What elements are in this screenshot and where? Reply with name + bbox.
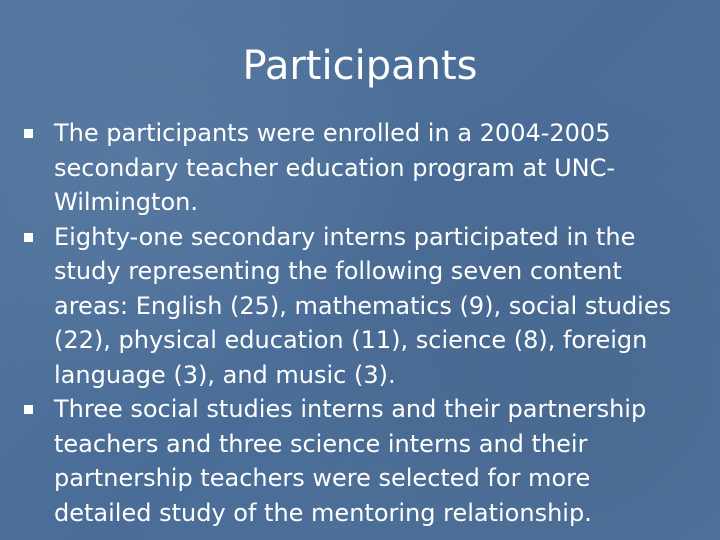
list-item <box>24 392 684 530</box>
bullet-text: The participants were enrolled in a 2004-2005 secondary teacher education program at UNC-Wilmington. <box>54 119 616 216</box>
bullet-text: Three social studies interns and their partnership teachers and three science interns and their partnership teachers were selected for more detailed study of the mentoring relationship. <box>54 395 647 527</box>
square-bullet-icon <box>24 233 33 242</box>
bullet-list <box>24 116 684 530</box>
list-item <box>24 116 684 220</box>
bullet-text: Eighty-one secondary interns participated in the study representing the following seven content areas: English (25), mathematics (9), social studies (22), physical education (11), science (8), foreign language (3), and music (3). <box>54 222 672 389</box>
square-bullet-icon <box>24 405 33 414</box>
slide-title: Participants <box>242 43 478 89</box>
square-bullet-icon <box>24 129 33 138</box>
list-item <box>24 220 684 393</box>
